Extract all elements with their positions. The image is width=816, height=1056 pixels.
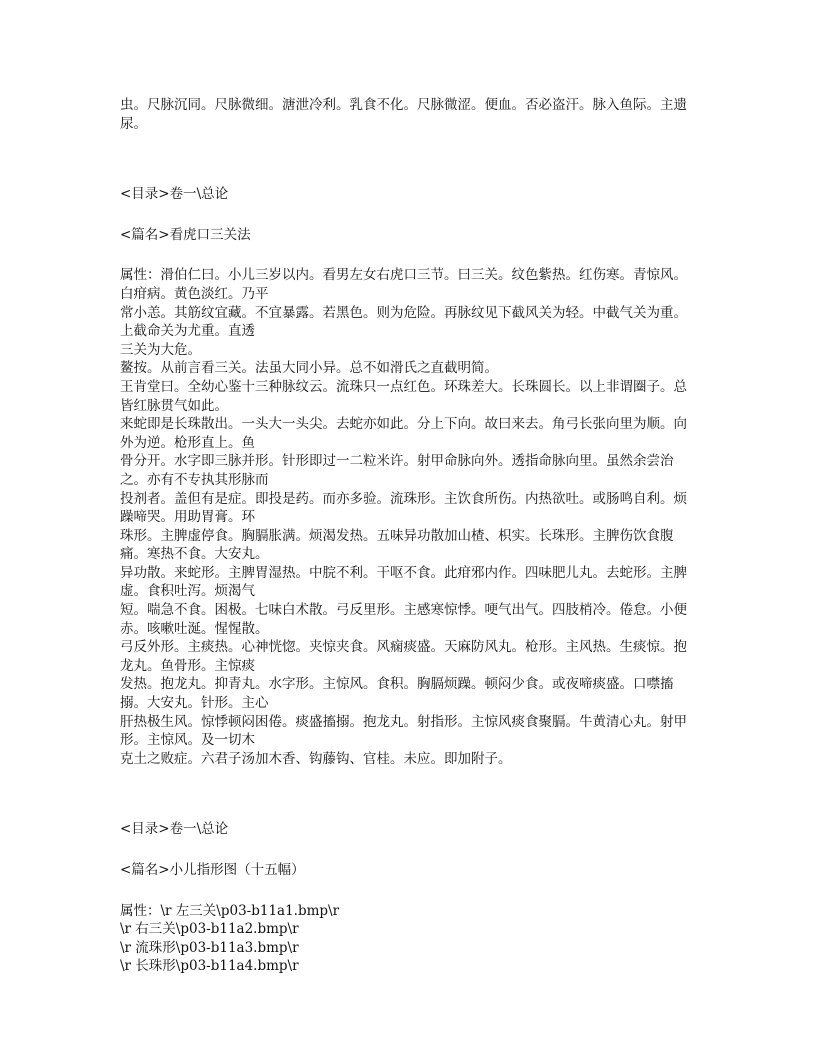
section-body [120,902,700,976]
paragraph-continued: 虫。尺脉沉同。尺脉微细。溏泄冷利。乳食不化。尺脉微涩。便血。否必盗汗。脉入鱼际。主遗尿。 [120,97,687,132]
spacer [120,880,700,902]
spacer [120,839,700,861]
body-line: 异功散。来蛇形。主脾胃湿热。中脘不利。干呕不食。此疳邪内作。四味肥儿丸。去蛇形。主脾虚。食积吐泻。烦渴气 [120,564,687,600]
toc-line: <目录>卷一\总论 [120,821,229,838]
body-line: 鳌按。从前言看三关。法虽大同小异。总不如滑氏之直截明简。 [120,360,498,377]
image-ref-line: \r 流珠形\p03-b11a3.bmp\r [120,939,299,956]
image-ref-line: \r 长珠形\p03-b11a4.bmp\r [120,958,299,975]
toc-line: <目录>卷一\总论 [120,186,229,203]
body-line: 珠形。主脾虚停食。胸膈胀满。烦渴发热。五味异功散加山楂、枳实。长珠形。主脾伤饮食腹痛。寒热不食。大安丸。 [120,527,674,563]
spacer [120,133,700,185]
body-line: 常小恙。其筋纹宜藏。不宜暴露。若黑色。则为危险。再脉纹见下截风关为轻。中截气关为重。上截命关为尤重。直透 [120,304,687,340]
body-line: 来蛇即是长珠散出。一头大一头尖。去蛇亦如此。分上下向。故曰来去。角弓长张向里为顺。向外为逆。枪形直上。鱼 [120,416,687,451]
spacer [120,204,700,226]
document-page [120,96,700,976]
spacer [120,244,700,266]
section-title: <篇名>看虎口三关法 [120,226,251,243]
body-line: 克土之败症。六君子汤加木香、钩藤钩、官桂。未应。即加附子。 [120,750,512,767]
body-line: 属性：滑伯仁曰。小儿三岁以内。看男左女右虎口三节。曰三关。纹色紫热。红伤寒。青惊风。白疳病。黄色淡红。乃平 [120,267,687,302]
body-line: 短。喘急不食。困极。七味白术散。弓反里形。主感寒惊悸。哽气出气。四肢梢冷。倦怠。小便赤。咳嗽吐涎。惺惺散。 [120,602,687,637]
body-line: 弓反外形。主痰热。心神恍惚。夹惊夹食。风痫痰盛。天麻防风丸。枪形。主风热。生痰惊。抱龙丸。鱼骨形。主惊痰 [120,639,687,674]
section-body [120,266,700,768]
spacer [120,768,700,820]
body-line: 三关为大危。 [120,341,201,358]
body-line: 王肯堂曰。全幼心鉴十三种脉纹云。流珠只一点红色。环珠差大。长珠圆长。以上非谓圈子。总皆红脉贯气如此。 [120,378,687,414]
body-line: 发热。抱龙丸。抑青丸。水字形。主惊风。食积。胸膈烦躁。顿闷少食。或夜啼痰盛。口噤搐搦。大安丸。针形。主心 [120,676,674,712]
image-ref-line: 属性：\r 左三关\p03-b11a1.bmp\r [120,902,340,919]
body-line: 投剂者。盖但有是症。即投是药。而亦多验。流珠形。主饮食所伤。内热欲吐。或肠鸣自利。烦躁啼哭。用助胃膏。环 [120,490,687,526]
section-title: <篇名>小儿指形图（十五幅） [120,862,305,878]
body-line: 骨分开。水字即三脉并形。针形即过一二粒米许。射甲命脉向外。透指命脉向里。虽然余尝治之。亦有不专执其形脉而 [120,453,674,488]
body-line: 肝热极生风。惊悸顿闷困倦。痰盛搐搦。抱龙丸。射指形。主惊风痰食聚膈。牛黄清心丸。射甲形。主惊风。及一切木 [120,713,687,749]
image-ref-line: \r 右三关\p03-b11a2.bmp\r [120,921,299,938]
